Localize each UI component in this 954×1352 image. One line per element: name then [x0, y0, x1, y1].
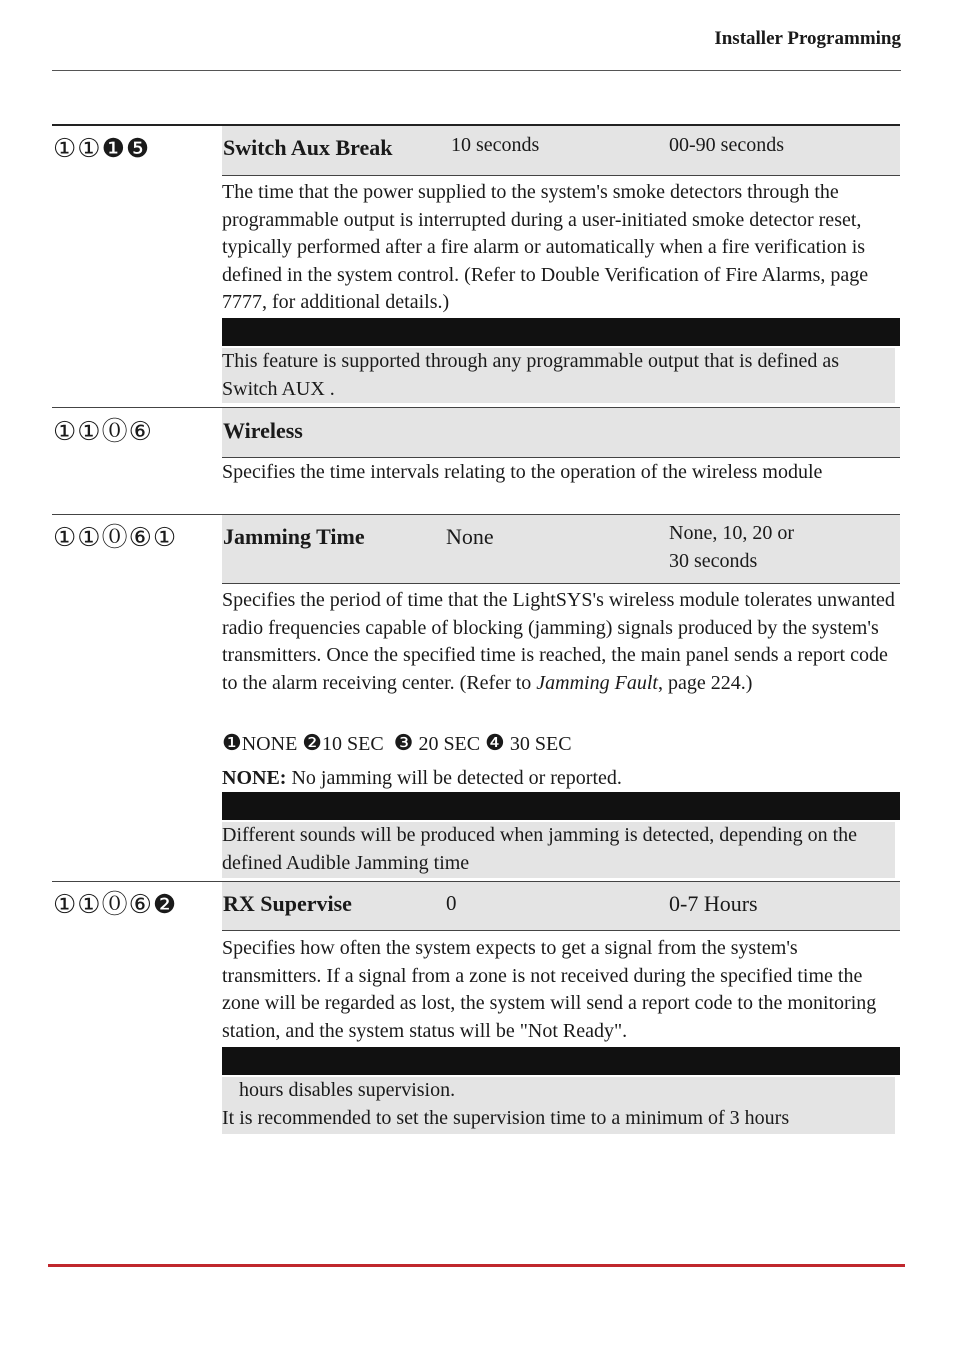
parameter-name: Switch Aux Break [223, 135, 393, 160]
menu-code: ①①⓪⑥❷ [53, 890, 178, 920]
parameter-range: 00-90 seconds [669, 134, 784, 156]
row-divider [222, 583, 900, 584]
parameter-default: 10 seconds [451, 134, 540, 156]
option-number-icon: ❶ [222, 731, 242, 756]
parameter-range-line1: None, 10, 20 or [669, 522, 794, 544]
note-text: Different sounds will be produced when jamming is detected, depending on the defined Audible Jamming time [222, 824, 858, 874]
parameter-description: The time that the power supplied to the system's smoke detectors through the programmable output is interrupted during a user-initiated smoke detector reset, typically performed after a fire alarm or automatically when a fire verification is defined in the system control. (Refer to Double Verification of Fire Alarms, page 7777, for additional details.) [222, 181, 869, 313]
row-divider [222, 457, 900, 458]
description-text-end: , page 224.) [657, 671, 753, 694]
note-text: This feature is supported through any programmable output that is defined as Switch AUX . [222, 350, 840, 400]
parameter-name: Jamming Time [223, 524, 365, 549]
option-label: NONE [241, 733, 298, 755]
note-header-bar [222, 1047, 900, 1075]
parameter-description: Specifies the time intervals relating to the operation of the wireless module [222, 461, 823, 483]
menu-code: ①①⓪⑥① [53, 523, 178, 553]
description-text: Specifies the period of time that the LightSYS's wireless module tolerates unwanted radio frequencies capable of blocking (jamming) signals produced by the system's transmitters. Once the specified time is reached, the main panel sends a report code to the alarm receiving center. (Refer to [222, 589, 895, 694]
note-text-line1: hours disables supervision. [239, 1079, 456, 1101]
option-label: 20 SEC [418, 733, 481, 755]
parameter-range-line2: 30 seconds [669, 550, 758, 572]
option-explanation [222, 765, 897, 793]
parameter-default: 0 [446, 891, 457, 915]
note-header-bar [222, 318, 900, 346]
option-number-icon: ❹ [485, 731, 505, 756]
note-box [222, 1077, 895, 1134]
footer-divider [48, 1264, 905, 1267]
menu-code: ①①⓪⑥ [53, 417, 153, 447]
parameter-description [222, 587, 897, 697]
page-header-title: Installer Programming [714, 28, 901, 49]
note-box [222, 822, 895, 878]
row-divider [222, 175, 900, 176]
note-box [222, 348, 895, 403]
option-label: 30 SEC [509, 733, 572, 755]
parameter-range: 0-7 Hours [669, 891, 758, 916]
option-term: NONE: [222, 767, 287, 789]
option-label: 10 SEC [322, 733, 384, 755]
parameter-name: RX Supervise [223, 891, 352, 916]
parameter-row-bar [222, 408, 900, 457]
parameter-default: None [446, 524, 494, 549]
cross-reference-link: Jamming Fault [536, 671, 658, 694]
menu-code: ①①❶❺ [53, 134, 151, 164]
option-number-icon: ❸ [393, 731, 414, 756]
note-text-line2: It is recommended to set the supervision time to a minimum of 3 hours [222, 1106, 790, 1129]
option-list [222, 731, 572, 756]
option-number-icon: ❷ [302, 731, 323, 756]
note-header-bar [222, 792, 900, 820]
parameter-description: Specifies how often the system expects to get a signal from the system's transmitters. If a signal from a zone is not received during the specified time the zone will be regarded as lost, the system will send a report code to the monitoring station, and the system status will be "Not Ready". [222, 937, 877, 1042]
row-divider [222, 930, 900, 931]
header-divider [52, 70, 901, 71]
parameter-name: Wireless [223, 418, 303, 443]
option-term-text: No jamming will be detected or reported. [286, 767, 622, 789]
